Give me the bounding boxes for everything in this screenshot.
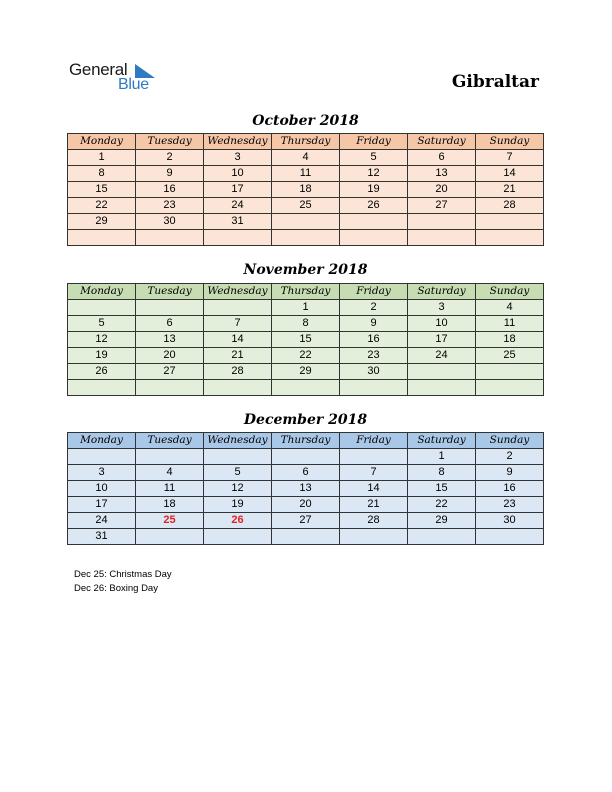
weekday-header: Thursday bbox=[272, 433, 340, 449]
day-cell: 2 bbox=[340, 300, 408, 316]
day-cell: 25 bbox=[476, 348, 544, 364]
week-row bbox=[68, 166, 544, 182]
calendar-october bbox=[67, 133, 544, 246]
weekday-header-row bbox=[68, 284, 544, 300]
day-cell: 20 bbox=[136, 348, 204, 364]
day-cell: 8 bbox=[272, 316, 340, 332]
day-cell bbox=[408, 380, 476, 396]
week-row bbox=[68, 364, 544, 380]
calendar-november bbox=[67, 283, 544, 396]
weekday-header: Monday bbox=[68, 433, 136, 449]
day-cell: 6 bbox=[408, 150, 476, 166]
day-cell: 4 bbox=[476, 300, 544, 316]
week-row bbox=[68, 513, 544, 529]
weekday-header: Tuesday bbox=[136, 433, 204, 449]
weekday-header-row bbox=[68, 433, 544, 449]
day-cell: 19 bbox=[340, 182, 408, 198]
day-cell: 14 bbox=[340, 481, 408, 497]
day-cell bbox=[136, 449, 204, 465]
weekday-header: Thursday bbox=[272, 284, 340, 300]
weekday-header: Saturday bbox=[408, 284, 476, 300]
day-cell: 2 bbox=[476, 449, 544, 465]
day-cell: 7 bbox=[204, 316, 272, 332]
day-cell: 21 bbox=[476, 182, 544, 198]
day-cell: 19 bbox=[204, 497, 272, 513]
day-cell bbox=[408, 529, 476, 545]
day-cell bbox=[136, 529, 204, 545]
weekday-header: Monday bbox=[68, 134, 136, 150]
day-cell: 16 bbox=[136, 182, 204, 198]
day-cell: 23 bbox=[476, 497, 544, 513]
logo-word-blue: Blue bbox=[118, 76, 149, 93]
week-row bbox=[68, 182, 544, 198]
weekday-header: Monday bbox=[68, 284, 136, 300]
month-title-november: November 2018 bbox=[243, 262, 368, 278]
day-cell: 10 bbox=[68, 481, 136, 497]
day-cell: 30 bbox=[476, 513, 544, 529]
day-cell: 6 bbox=[136, 316, 204, 332]
day-cell bbox=[340, 230, 408, 246]
day-cell bbox=[476, 529, 544, 545]
day-cell bbox=[340, 449, 408, 465]
day-cell: 8 bbox=[68, 166, 136, 182]
day-cell: 1 bbox=[408, 449, 476, 465]
week-row bbox=[68, 380, 544, 396]
day-cell bbox=[204, 529, 272, 545]
week-row bbox=[68, 150, 544, 166]
day-cell: 2 bbox=[136, 150, 204, 166]
day-cell: 21 bbox=[204, 348, 272, 364]
week-row bbox=[68, 449, 544, 465]
day-cell: 26 bbox=[68, 364, 136, 380]
day-cell: 16 bbox=[476, 481, 544, 497]
day-cell bbox=[204, 449, 272, 465]
week-row bbox=[68, 198, 544, 214]
day-cell: 30 bbox=[136, 214, 204, 230]
day-cell: 11 bbox=[476, 316, 544, 332]
day-cell: 4 bbox=[136, 465, 204, 481]
day-cell: 22 bbox=[408, 497, 476, 513]
day-cell: 11 bbox=[272, 166, 340, 182]
day-cell: 29 bbox=[272, 364, 340, 380]
day-cell bbox=[68, 230, 136, 246]
week-row bbox=[68, 497, 544, 513]
day-cell: 22 bbox=[272, 348, 340, 364]
day-cell: 23 bbox=[136, 198, 204, 214]
weekday-header: Sunday bbox=[476, 284, 544, 300]
day-cell: 31 bbox=[68, 529, 136, 545]
day-cell: 5 bbox=[68, 316, 136, 332]
day-cell: 17 bbox=[68, 497, 136, 513]
country-title: Gibraltar bbox=[451, 72, 539, 92]
day-cell bbox=[136, 380, 204, 396]
day-cell: 5 bbox=[340, 150, 408, 166]
day-cell: 25 bbox=[272, 198, 340, 214]
day-cell: 30 bbox=[340, 364, 408, 380]
weekday-header: Tuesday bbox=[136, 134, 204, 150]
day-cell: 20 bbox=[408, 182, 476, 198]
weekday-header: Wednesday bbox=[204, 134, 272, 150]
day-cell bbox=[68, 380, 136, 396]
day-cell bbox=[272, 230, 340, 246]
day-cell: 1 bbox=[272, 300, 340, 316]
week-row bbox=[68, 465, 544, 481]
weekday-header: Friday bbox=[340, 433, 408, 449]
day-cell: 28 bbox=[204, 364, 272, 380]
month-title-december: December 2018 bbox=[243, 412, 368, 428]
weekday-header: Sunday bbox=[476, 134, 544, 150]
day-cell bbox=[272, 214, 340, 230]
calendar-december bbox=[67, 432, 544, 545]
day-cell bbox=[340, 380, 408, 396]
day-cell: 19 bbox=[68, 348, 136, 364]
day-cell: 17 bbox=[408, 332, 476, 348]
week-row bbox=[68, 214, 544, 230]
day-cell bbox=[136, 300, 204, 316]
holiday-note: Dec 25: Christmas Day bbox=[74, 569, 172, 580]
day-cell: 28 bbox=[340, 513, 408, 529]
weekday-header: Saturday bbox=[408, 134, 476, 150]
day-cell: 10 bbox=[204, 166, 272, 182]
generalblue-logo bbox=[69, 60, 169, 96]
day-cell bbox=[476, 380, 544, 396]
day-cell: 7 bbox=[476, 150, 544, 166]
logo-word-general: General bbox=[69, 60, 128, 79]
day-cell: 4 bbox=[272, 150, 340, 166]
day-cell bbox=[272, 529, 340, 545]
day-cell: 25 bbox=[136, 513, 204, 529]
day-cell: 26 bbox=[204, 513, 272, 529]
week-row bbox=[68, 230, 544, 246]
day-cell: 13 bbox=[272, 481, 340, 497]
day-cell: 13 bbox=[136, 332, 204, 348]
weekday-header: Sunday bbox=[476, 433, 544, 449]
week-row bbox=[68, 332, 544, 348]
day-cell: 27 bbox=[272, 513, 340, 529]
day-cell: 8 bbox=[408, 465, 476, 481]
day-cell: 6 bbox=[272, 465, 340, 481]
weekday-header: Saturday bbox=[408, 433, 476, 449]
day-cell: 27 bbox=[136, 364, 204, 380]
day-cell: 24 bbox=[204, 198, 272, 214]
day-cell: 18 bbox=[272, 182, 340, 198]
day-cell bbox=[68, 449, 136, 465]
day-cell: 27 bbox=[408, 198, 476, 214]
week-row bbox=[68, 316, 544, 332]
day-cell: 9 bbox=[340, 316, 408, 332]
day-cell bbox=[204, 380, 272, 396]
day-cell: 23 bbox=[340, 348, 408, 364]
day-cell bbox=[476, 214, 544, 230]
day-cell: 5 bbox=[204, 465, 272, 481]
day-cell bbox=[476, 230, 544, 246]
week-row bbox=[68, 300, 544, 316]
day-cell bbox=[340, 214, 408, 230]
day-cell: 14 bbox=[476, 166, 544, 182]
holiday-notes bbox=[74, 568, 172, 596]
day-cell: 18 bbox=[136, 497, 204, 513]
day-cell: 21 bbox=[340, 497, 408, 513]
day-cell: 14 bbox=[204, 332, 272, 348]
day-cell: 15 bbox=[272, 332, 340, 348]
day-cell: 7 bbox=[340, 465, 408, 481]
day-cell bbox=[272, 449, 340, 465]
day-cell bbox=[136, 230, 204, 246]
day-cell bbox=[204, 230, 272, 246]
day-cell: 18 bbox=[476, 332, 544, 348]
day-cell bbox=[340, 529, 408, 545]
day-cell: 20 bbox=[272, 497, 340, 513]
day-cell: 10 bbox=[408, 316, 476, 332]
day-cell: 3 bbox=[68, 465, 136, 481]
day-cell bbox=[408, 230, 476, 246]
day-cell bbox=[408, 214, 476, 230]
week-row bbox=[68, 481, 544, 497]
day-cell bbox=[68, 300, 136, 316]
week-row bbox=[68, 348, 544, 364]
day-cell: 9 bbox=[136, 166, 204, 182]
day-cell: 29 bbox=[68, 214, 136, 230]
weekday-header: Friday bbox=[340, 134, 408, 150]
weekday-header: Thursday bbox=[272, 134, 340, 150]
day-cell: 16 bbox=[340, 332, 408, 348]
day-cell: 31 bbox=[204, 214, 272, 230]
day-cell bbox=[408, 364, 476, 380]
weekday-header: Tuesday bbox=[136, 284, 204, 300]
weekday-header-row bbox=[68, 134, 544, 150]
day-cell bbox=[204, 300, 272, 316]
day-cell: 29 bbox=[408, 513, 476, 529]
day-cell: 17 bbox=[204, 182, 272, 198]
holiday-note: Dec 26: Boxing Day bbox=[74, 583, 158, 594]
day-cell: 15 bbox=[68, 182, 136, 198]
day-cell: 15 bbox=[408, 481, 476, 497]
day-cell: 11 bbox=[136, 481, 204, 497]
weekday-header: Wednesday bbox=[204, 433, 272, 449]
day-cell: 12 bbox=[204, 481, 272, 497]
week-row bbox=[68, 529, 544, 545]
day-cell: 24 bbox=[68, 513, 136, 529]
day-cell: 1 bbox=[68, 150, 136, 166]
day-cell: 22 bbox=[68, 198, 136, 214]
day-cell: 13 bbox=[408, 166, 476, 182]
weekday-header: Friday bbox=[340, 284, 408, 300]
day-cell: 28 bbox=[476, 198, 544, 214]
day-cell bbox=[272, 380, 340, 396]
day-cell: 3 bbox=[204, 150, 272, 166]
day-cell: 24 bbox=[408, 348, 476, 364]
day-cell: 3 bbox=[408, 300, 476, 316]
day-cell: 26 bbox=[340, 198, 408, 214]
weekday-header: Wednesday bbox=[204, 284, 272, 300]
day-cell: 9 bbox=[476, 465, 544, 481]
day-cell: 12 bbox=[340, 166, 408, 182]
month-title-october: October 2018 bbox=[252, 113, 359, 129]
day-cell bbox=[476, 364, 544, 380]
day-cell: 12 bbox=[68, 332, 136, 348]
